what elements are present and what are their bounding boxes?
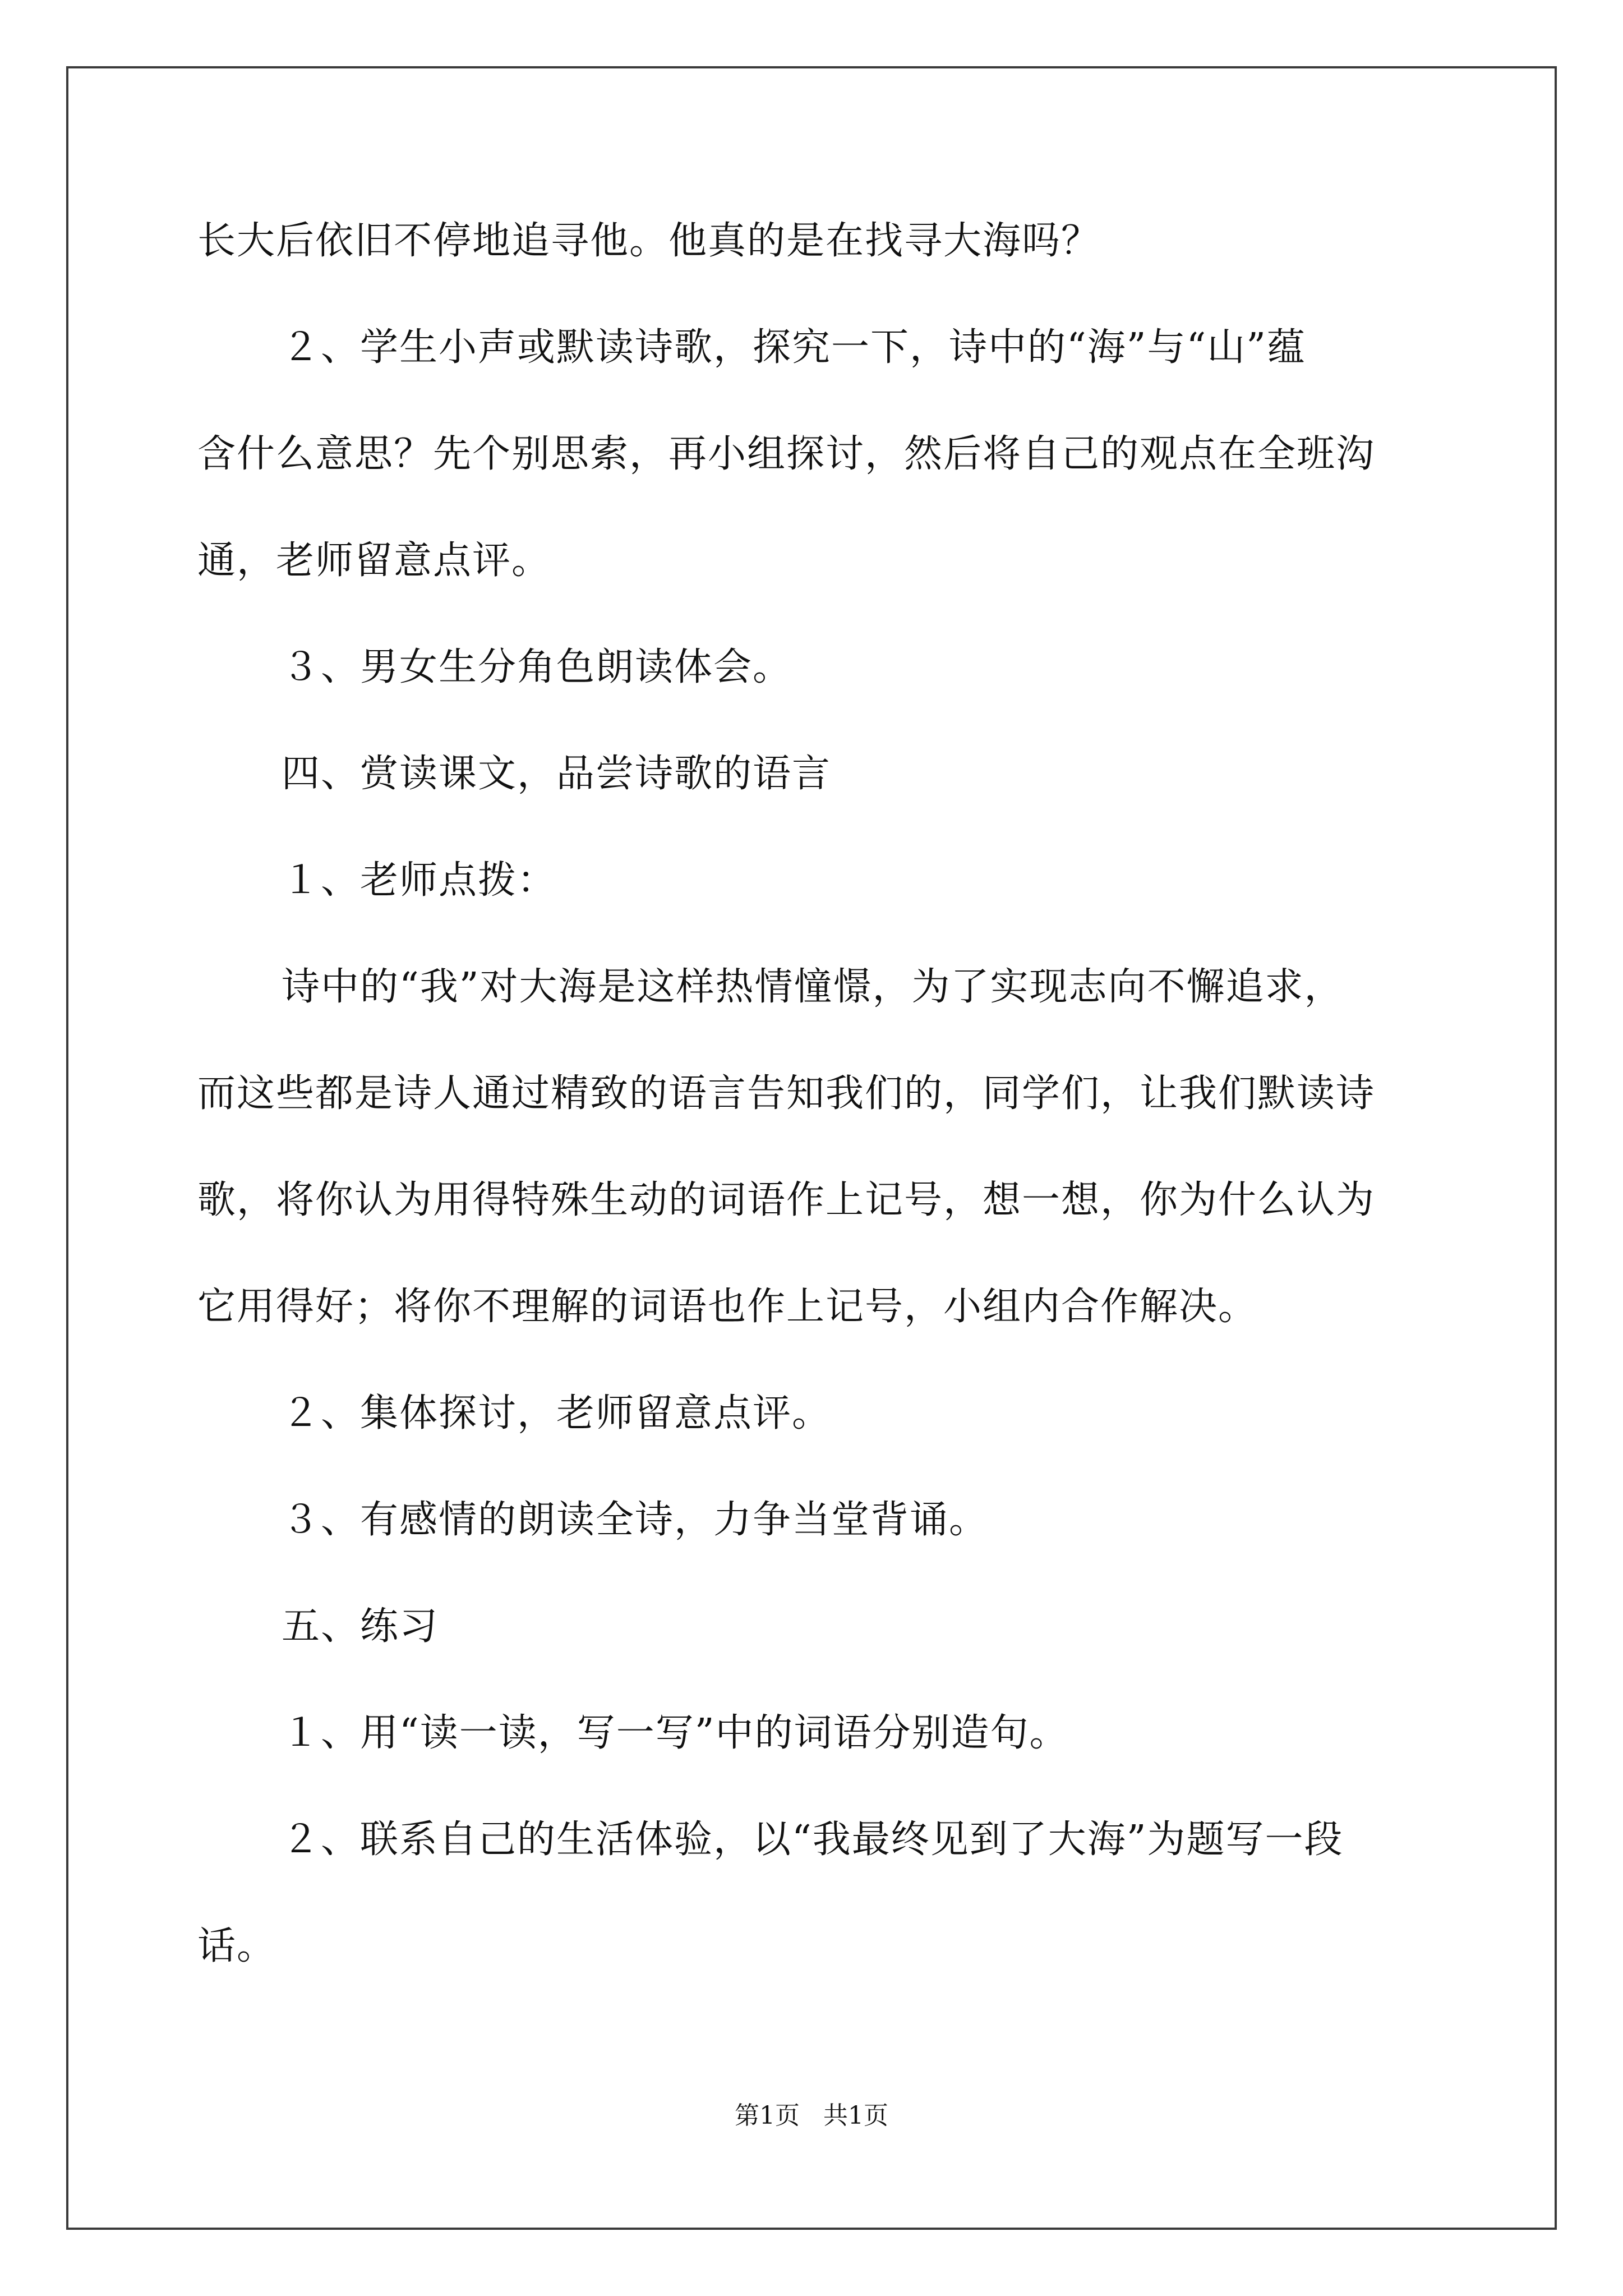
text-line: 而这些都是诗人通过精致的语言告知我们的，同学们，让我们默读诗 — [197, 1071, 1376, 1116]
text-line: 歌，将你认为用得特殊生动的词语作上记号，想一想，你为什么认为 — [197, 1178, 1376, 1222]
text-line: 通，老师留意点评。 — [197, 539, 551, 583]
text-line: ２、集体探讨，老师留意点评。 — [282, 1391, 832, 1435]
text-line: ３、男女生分角色朗读体会。 — [282, 645, 792, 689]
text-line: 含什么意思？先个别思索，再小组探讨，然后将自己的观点在全班沟 — [197, 432, 1376, 476]
text-line: ２、联系自己的生活体验，以“我最终见到了大海”为题写一段 — [282, 1818, 1344, 1862]
text-line: １、用“读一读，写一写”中的词语分别造句。 — [282, 1711, 1069, 1755]
text-line: １、老师点拨： — [282, 858, 557, 903]
text-line: ２、学生小声或默读诗歌，探究一下，诗中的“海”与“山”蕴 — [282, 325, 1307, 370]
text-line: ３、有感情的朗读全诗，力争当堂背诵。 — [282, 1498, 989, 1542]
text-line: 长大后依旧不停地追寻他。他真的是在找寻大海吗？ — [197, 219, 1101, 263]
section-heading: 五、练习 — [282, 1604, 439, 1649]
page-number-footer: 第1页 共1页 — [735, 2101, 888, 2130]
text-line: 话。 — [197, 1924, 276, 1968]
text-line: 诗中的“我”对大海是这样热情憧憬，为了实现志向不懈追求， — [282, 965, 1344, 1009]
text-line: 它用得好；将你不理解的词语也作上记号，小组内合作解决。 — [197, 1285, 1258, 1329]
page-frame — [66, 66, 1557, 2230]
section-heading: 四、赏读课文，品尝诗歌的语言 — [282, 752, 832, 796]
